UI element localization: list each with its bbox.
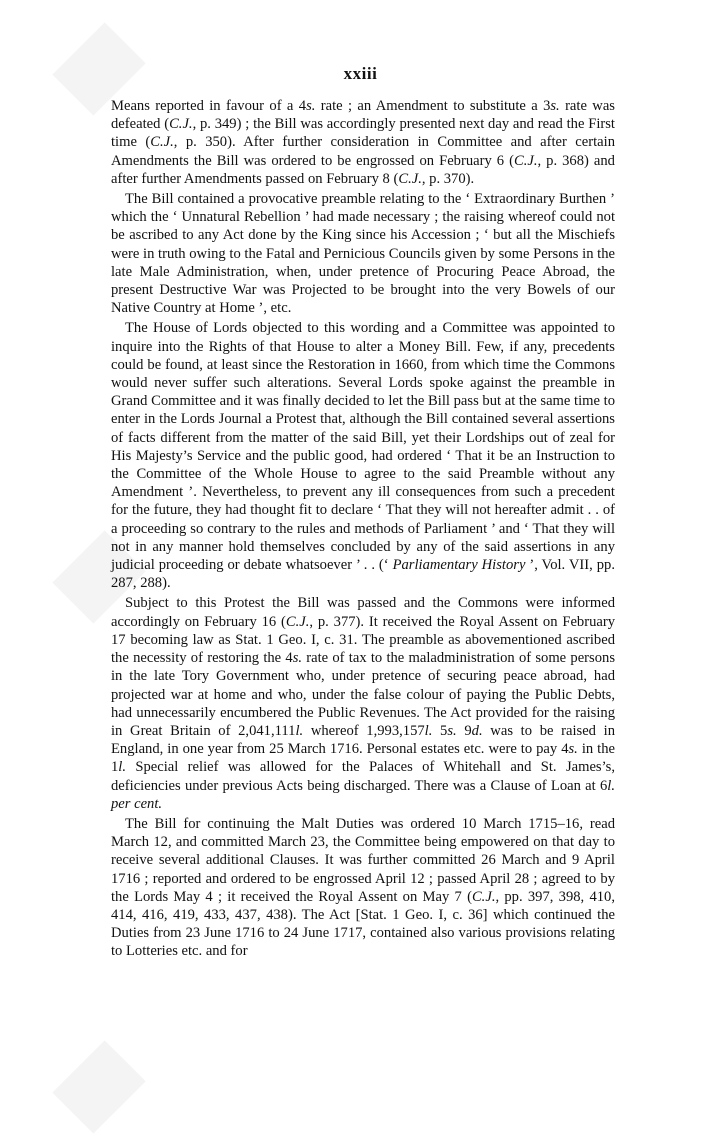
italic-run: l. per cent.	[111, 777, 615, 812]
italic-run: C.J.	[169, 116, 193, 133]
text-run: , p. 368) and after further Amendments passed on February 8 (	[111, 152, 615, 187]
paragraph-p4	[111, 594, 615, 812]
text-run: The Bill contained a provocative preamble relating to the ‘ Extraordinary Burthen ’ which the ‘ Unnatural Rebellion ’ had made necessary ; the raising whereof could not be ascribed to any Act done by the King since his Accession ; ‘ but all the Mischiefs were in truth owing to the Fatal and Pernicious Councils given by some Persons in the late Male Administration, when, under pretence of Procuring Peace Abroad, the present Destructive War was Projected to be brought into the very Bowels of our Native Country at Home ’, etc.	[111, 191, 615, 317]
italic-run: s.	[447, 722, 457, 739]
italic-run: C.J.	[398, 170, 422, 187]
italic-run: C.J.	[150, 134, 174, 151]
italic-run: Parliamentary History	[392, 557, 526, 574]
text-run: in the 1	[111, 741, 615, 776]
paragraph-p1	[111, 97, 615, 188]
italic-run: s.	[292, 650, 303, 667]
italic-run: C.J.	[285, 613, 310, 630]
text-run: was to be raised in England, in one year from 25 March 1716. Personal estates etc. were to pay 4	[111, 722, 616, 758]
text-run: rate was defeated (	[111, 98, 615, 133]
text-run: Subject to this Protest the Bill was passed and the Commons were informed accordingly on February 16 (	[111, 595, 615, 630]
italic-run: d.	[471, 722, 483, 739]
text-run: , pp. 397, 398, 410, 414, 416, 419, 433, 437, 438). The Act [Stat. 1 Geo. I, c. 36] which continued the Duties from 23 June 1716 to 24 June 1717, contained also various provisions relating to Lotteries etc. and for	[111, 888, 616, 960]
text-run: , p. 349) ; the Bill was accordingly presented next day and read the First time (	[111, 116, 615, 151]
text-run: , p. 370).	[421, 170, 475, 187]
text-run: , p. 350). After further consideration in Committee and after certain Amendments the Bill was ordered to be engrossed on February 6 (	[111, 134, 615, 169]
page-number: xxiii	[343, 64, 378, 83]
body-text	[111, 97, 615, 961]
italic-run: l.	[295, 722, 304, 739]
italic-run: C.J.	[513, 152, 538, 169]
text-run: ’, Vol. VII, pp. 287, 288).	[111, 557, 615, 592]
paragraph-p2	[111, 190, 615, 317]
italic-run: s.	[550, 98, 560, 114]
text-run: 9	[456, 722, 472, 739]
italic-run: s.	[306, 98, 316, 114]
text-run: rate of tax to the maladministration of some persons in the late Tory Government who, under pretence of securing peace abroad, had projected war at home and who, under the false colour of paying the Public Debts, had unnecessarily encumbered the Public Revenues. The Act provided for the raising in Great Britain of 2,041,111	[111, 650, 615, 739]
italic-run: s.	[568, 741, 578, 758]
watermark-stamp	[52, 1040, 145, 1133]
paragraph-p5	[111, 815, 615, 961]
italic-run: C.J.	[471, 888, 496, 905]
text-run: , p. 377). It received the Royal Assent on February 17 becoming law as Stat. 1 Geo. I, c. 31. The preamble as abovementioned ascribed the necessity of restoring the 4	[111, 613, 616, 667]
text-run: whereof 1,993,157	[303, 722, 425, 739]
text-run: Special relief was allowed for the Palaces of Whitehall and St. James’s, deficiencies under previous Acts being discharged. There was a Clause of Loan at 6	[111, 759, 615, 794]
italic-run: l.	[118, 759, 126, 776]
text-run: The House of Lords objected to this wording and a Committee was appointed to inquire into the Rights of that House to alter a Money Bill. Few, if any, precedents could be found, at least since the Restoration in 1660, from which time the Commons would never suffer such alterations. Several Lords spoke against the preamble in Grand Committee and it was finally decided to let the Bill pass but at the same time to enter in the Lords Journal a Protest that, although the Bill contained several assertions of facts different from the matter of the said Bill, yet their Lordships out of zeal for His Majesty’s Service and the public good, had ordered ‘ That it be an Instruction to the Committee of the Whole House to agree to the said Preamble without any Amendment ’. Nevertheless, to prevent any ill consequences from such a precedent for the future, they had thought fit to declare ‘ That they will not hereafter admit . . of a proceeding so contrary to the rules and methods of Parliament ’ and ‘ That they will not in any manner hold themselves concluded by any of the said assertions in any judicial proceeding or debate whatsoever ’ . . (‘	[111, 320, 615, 574]
text-run: 5	[432, 722, 448, 739]
text-run: Means reported in favour of a 4	[111, 98, 307, 114]
text-run: The Bill for continuing the Malt Duties was ordered 10 March 1715–16, read March 12, and committed March 23, the Committee being empowered on that day to receive several additional Clauses. It was further committed 26 March and 9 April 1716 ; reported and ordered to be engrossed April 12 ; passed April 28 ; agreed to by the Lords May 4 ; it received the Royal Assent on May 7 (	[111, 815, 615, 905]
paragraph-p3	[111, 319, 615, 592]
italic-run: l.	[424, 722, 433, 739]
text-run: rate ; an Amendment to substitute a 3	[315, 98, 551, 114]
